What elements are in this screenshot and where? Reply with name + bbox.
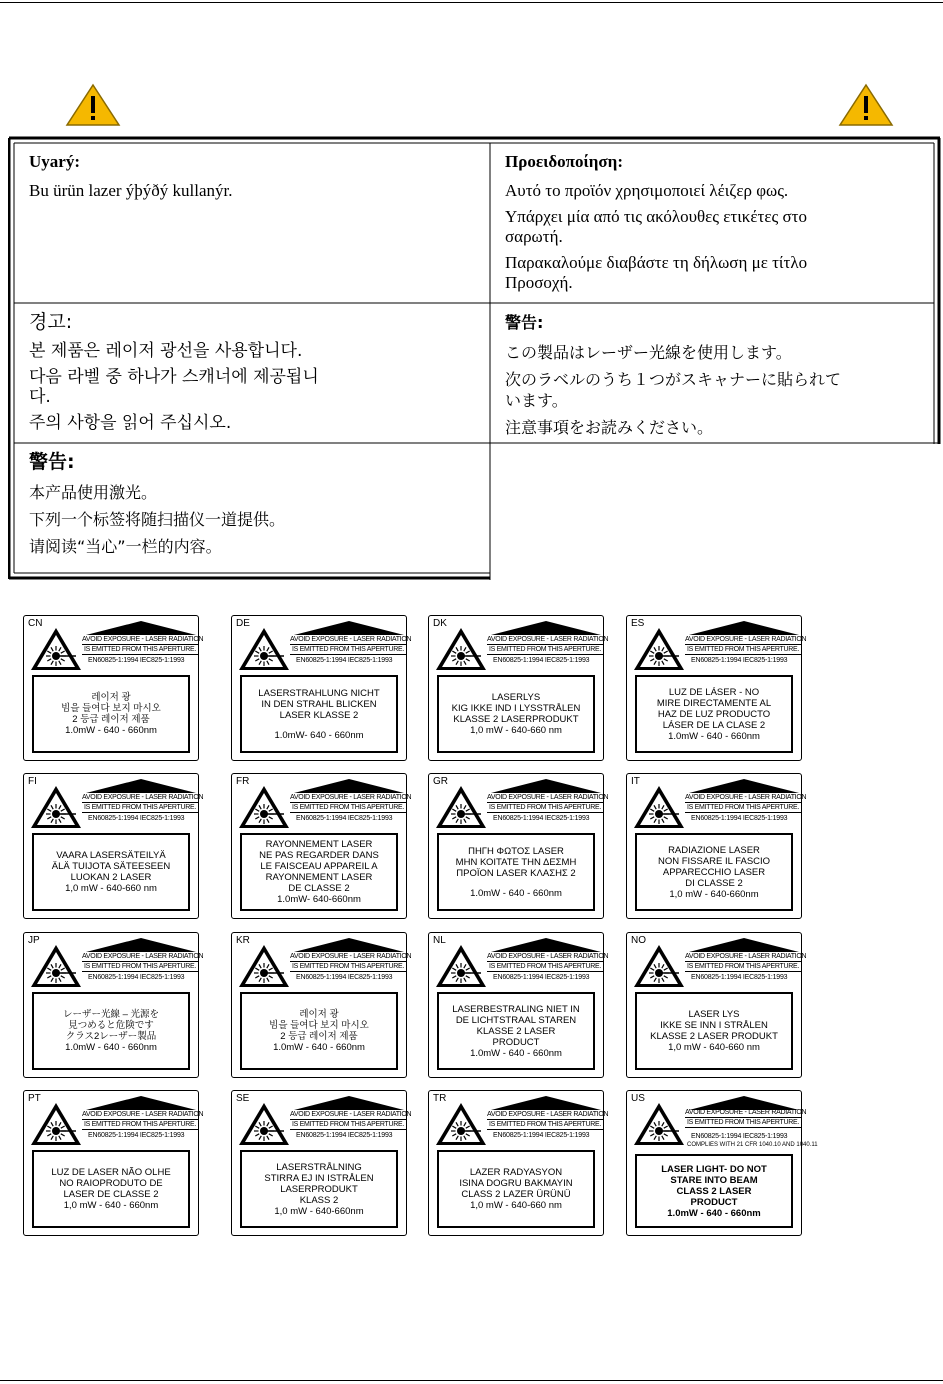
compliance-text: COMPLIES WITH 21 CFR 1040.10 AND 1040.11 — [687, 1142, 818, 1148]
label-line: LASER KLASSE 2 — [279, 709, 359, 721]
exposure-warning — [290, 952, 412, 972]
label-line: LASER DE CLASSE 2 — [63, 1189, 159, 1200]
beam-wedge-icon — [86, 779, 196, 793]
beam-wedge-icon — [491, 779, 601, 793]
label-line: MIRE DIRECTAMENTE AL — [656, 697, 772, 709]
label-text-box — [32, 992, 190, 1070]
exposure-line: IS EMITTED FROM THIS APERTURE. — [291, 804, 405, 811]
label-line: DE CLASSE 2 — [288, 883, 350, 894]
label-line: RAYONNEMENT LASER — [265, 839, 373, 850]
label-line: 1,0 mW - 640-660 nm — [65, 883, 157, 894]
label-line: クラス2レーザー製品 — [65, 1031, 157, 1042]
standard-text: EN60825-1:1994 IEC825-1:1993 — [691, 815, 788, 822]
label-line: LASER LIGHT- DO NOT — [661, 1163, 767, 1175]
exposure-line: AVOID EXPOSURE - LASER RADIATION — [487, 1111, 609, 1118]
standard-text: EN60825-1:1994 IEC825-1:1993 — [691, 657, 788, 664]
laser-label-cn — [23, 615, 204, 761]
warning-cell-japanese — [490, 303, 934, 443]
exposure-warning — [685, 635, 807, 655]
label-line: 1,0 mW - 640-660 nm — [470, 1200, 562, 1211]
laser-label-pt — [23, 1090, 204, 1236]
exposure-line: AVOID EXPOSURE - LASER RADIATION — [685, 794, 807, 801]
label-line: LASERSTRAHLUNG NICHT — [258, 687, 380, 699]
exposure-warning — [685, 1108, 807, 1128]
warning-line: 본 제품은 레이저 광선을 사용합니다. — [29, 341, 303, 361]
warning-triangle-icon — [838, 83, 894, 127]
country-code: IT — [631, 776, 640, 787]
standard-text: EN60825-1:1994 IEC825-1:1993 — [493, 1132, 590, 1139]
warning-line: 注意事項をお読みください。 — [505, 418, 714, 437]
exposure-warning — [487, 635, 609, 655]
beam-wedge-icon — [86, 1096, 196, 1110]
exposure-line: AVOID EXPOSURE - LASER RADIATION — [685, 1109, 807, 1116]
label-line: ÄLÄ TUIJOTA SÄTEESEEN — [51, 861, 171, 872]
label-line: 1,0 mW - 640-660 nm — [668, 1042, 760, 1053]
standard-text: EN60825-1:1994 IEC825-1:1993 — [691, 974, 788, 981]
country-code: KR — [236, 935, 250, 946]
exposure-line: AVOID EXPOSURE - LASER RADIATION — [487, 794, 609, 801]
laser-label-dk — [428, 615, 609, 761]
exposure-line: AVOID EXPOSURE - LASER RADIATION — [290, 953, 412, 960]
standard-text: EN60825-1:1994 IEC825-1:1993 — [88, 815, 185, 822]
label-line: NON FISSARE IL FASCIO — [657, 855, 771, 867]
label-line: ΜΗΝ ΚΟΙΤΑΤΕ ΤΗΝ ΔΕΣΜΗ — [455, 856, 577, 868]
exposure-line: IS EMITTED FROM THIS APERTURE. — [488, 963, 602, 970]
laser-hazard-icon — [30, 785, 82, 829]
country-code: FI — [28, 776, 37, 787]
laser-hazard-icon — [435, 785, 487, 829]
exposure-line: IS EMITTED FROM THIS APERTURE. — [686, 646, 800, 653]
laser-label-nl — [428, 932, 609, 1078]
exposure-line: IS EMITTED FROM THIS APERTURE. — [83, 646, 197, 653]
label-line: レーザー光線 – 光源を — [62, 1009, 160, 1020]
exposure-line: AVOID EXPOSURE - LASER RADIATION — [82, 1111, 204, 1118]
exposure-line: AVOID EXPOSURE - LASER RADIATION — [290, 1111, 412, 1118]
label-line: 빔을 들여다 보지 마시오 — [61, 703, 161, 714]
standard-text: EN60825-1:1994 IEC825-1:1993 — [88, 657, 185, 664]
laser-hazard-icon — [633, 1102, 685, 1146]
country-code: PT — [28, 1093, 41, 1104]
label-line: ΠΡΟΪΟΝ LASER ΚΛΑΣΗΣ 2 — [456, 867, 576, 879]
laser-hazard-icon — [238, 1102, 290, 1146]
label-line: 1,0 mW - 640-660nm — [669, 888, 759, 900]
label-line: APPARECCHIO LASER — [662, 866, 766, 878]
standard-text: EN60825-1:1994 IEC825-1:1993 — [296, 657, 393, 664]
label-line: LASERBESTRALING NIET IN — [452, 1003, 580, 1015]
laser-hazard-icon — [633, 944, 685, 988]
laser-label-tr — [428, 1090, 609, 1236]
label-line: LÁSER DE LA CLASE 2 — [662, 719, 766, 731]
label-line: 1.0mW - 640 - 660nm — [65, 1042, 157, 1053]
label-text-box — [32, 833, 190, 911]
warning-line: 次のラベルのうち１つがスキャナーに貼られています。 — [505, 370, 842, 410]
label-line: KLASSE 2 LASER — [476, 1025, 556, 1037]
label-line: STARE INTO BEAM — [670, 1174, 758, 1186]
warning-line: Παρακαλούμε διαβάστε τη δήλωση με τίτλο Προσοχή. — [505, 253, 808, 292]
country-code: NO — [631, 935, 646, 946]
exposure-warning — [82, 952, 204, 972]
country-code: SE — [236, 1093, 250, 1104]
exposure-line: IS EMITTED FROM THIS APERTURE. — [488, 646, 602, 653]
label-text-box — [240, 675, 398, 753]
label-line: CLASS 2 LASER — [676, 1185, 752, 1197]
exposure-line: AVOID EXPOSURE - LASER RADIATION — [82, 636, 204, 643]
label-line: LUOKAN 2 LASER — [70, 872, 152, 883]
label-text-box — [635, 992, 793, 1070]
beam-wedge-icon — [689, 621, 799, 635]
label-line: ISINA DOGRU BAKMAYIN — [459, 1178, 573, 1189]
label-line: LASER LYS — [688, 1009, 740, 1020]
warning-table — [8, 136, 941, 580]
exposure-line: IS EMITTED FROM THIS APERTURE. — [488, 1121, 602, 1128]
standard-text: EN60825-1:1994 IEC825-1:1993 — [296, 1132, 393, 1139]
standard-text: EN60825-1:1994 IEC825-1:1993 — [88, 974, 185, 981]
exposure-line: IS EMITTED FROM THIS APERTURE. — [291, 1121, 405, 1128]
warning-triangle-icon — [65, 83, 121, 127]
label-text-box — [635, 833, 793, 911]
exposure-line: IS EMITTED FROM THIS APERTURE. — [83, 804, 197, 811]
label-line: LASERSTRÅLNING — [276, 1161, 362, 1173]
exposure-warning — [82, 635, 204, 655]
warning-line: 请阅读“当心”一栏的内容。 — [29, 537, 222, 556]
label-line: 1.0mW - 640 - 660nm — [470, 887, 562, 899]
label-line: 見つめると危険です — [68, 1020, 154, 1031]
label-line: 빔을 들여다 보지 마시오 — [269, 1020, 369, 1031]
exposure-warning — [290, 1110, 412, 1130]
label-line: HAZ DE LUZ PRODUCTO — [657, 708, 771, 720]
label-line: STIRRA EJ IN ISTRÅLEN — [264, 1172, 374, 1184]
exposure-warning — [487, 1110, 609, 1130]
exposure-line: IS EMITTED FROM THIS APERTURE. — [83, 963, 197, 970]
beam-wedge-icon — [491, 938, 601, 952]
beam-wedge-icon — [689, 779, 799, 793]
country-code: TR — [433, 1093, 447, 1104]
exposure-warning — [685, 952, 807, 972]
exposure-warning — [82, 793, 204, 813]
country-code: CN — [28, 618, 43, 629]
standard-text: EN60825-1:1994 IEC825-1:1993 — [296, 974, 393, 981]
exposure-line: AVOID EXPOSURE - LASER RADIATION — [685, 953, 807, 960]
footer-rule — [0, 1380, 943, 1381]
warning-heading: 警告: — [505, 313, 544, 332]
label-line: CLASS 2 LAZER ÜRÜNÜ — [461, 1189, 571, 1200]
laser-hazard-icon — [30, 627, 82, 671]
warning-line: 주의 사항을 읽어 주십시오. — [29, 413, 232, 433]
label-line: LUZ DE LÁSER - NO — [668, 686, 760, 698]
warning-cell-chinese — [14, 443, 490, 573]
exposure-warning — [487, 952, 609, 972]
label-line: RAYONNEMENT LASER — [265, 872, 373, 883]
laser-label-it — [626, 773, 807, 919]
warning-line: Υπάρχει μία από τις ακόλουθες ετικέτες στο σαρωτή. — [505, 207, 807, 246]
exposure-warning — [290, 635, 412, 655]
laser-label-se — [231, 1090, 412, 1236]
laser-hazard-icon — [238, 627, 290, 671]
laser-hazard-icon — [30, 944, 82, 988]
exposure-line: AVOID EXPOSURE - LASER RADIATION — [685, 636, 807, 643]
country-code: NL — [433, 935, 446, 946]
label-line: 2 등급 레이저 제품 — [72, 714, 150, 725]
warning-line: この製品はレーザー光線を使用します。 — [505, 343, 792, 362]
exposure-line: AVOID EXPOSURE - LASER RADIATION — [290, 636, 412, 643]
exposure-warning — [685, 793, 807, 813]
standard-text: EN60825-1:1994 IEC825-1:1993 — [88, 1132, 185, 1139]
label-line: LASERLYS — [491, 692, 541, 703]
exposure-warning — [82, 1110, 204, 1130]
label-line: 레이저 광 — [91, 692, 131, 703]
label-text-box — [32, 1150, 190, 1228]
label-line: DE LICHTSTRAAL STAREN — [455, 1014, 577, 1026]
country-code: US — [631, 1093, 645, 1104]
standard-text: EN60825-1:1994 IEC825-1:1993 — [493, 974, 590, 981]
standard-text: EN60825-1:1994 IEC825-1:1993 — [493, 657, 590, 664]
label-line: LASERPRODUKT — [280, 1183, 358, 1195]
label-line: 1,0 mW - 640-660nm — [274, 1205, 364, 1217]
label-line: PRODUCT — [492, 1036, 540, 1048]
label-line: ΠΗΓΗ ΦΩΤΟΣ LASER — [468, 845, 564, 857]
exposure-line: AVOID EXPOSURE - LASER RADIATION — [82, 953, 204, 960]
warning-line: 下列一个标签将随扫描仪一道提供。 — [29, 510, 286, 529]
exposure-line: IS EMITTED FROM THIS APERTURE. — [83, 1121, 197, 1128]
label-line: NE PAS REGARDER DANS — [259, 850, 379, 861]
warning-heading: 경고: — [29, 311, 73, 333]
label-line: 1.0mW - 640 - 660nm — [470, 1047, 562, 1059]
label-line: LAZER RADYASYON — [469, 1167, 563, 1178]
label-line: KLASSE 2 LASERPRODUKT — [453, 714, 579, 725]
warning-heading: Προειδοποίηση: — [505, 152, 623, 171]
laser-label-fr — [231, 773, 412, 919]
beam-wedge-icon — [86, 938, 196, 952]
laser-label-jp — [23, 932, 204, 1078]
label-line: LE FAISCEAU APPAREIL A — [260, 861, 378, 872]
exposure-line: AVOID EXPOSURE - LASER RADIATION — [290, 794, 412, 801]
label-line: 1.0mW - 640 - 660nm — [668, 730, 760, 742]
label-line: 1.0mW- 640-660nm — [277, 894, 361, 905]
warning-cell-turkish — [14, 143, 490, 303]
label-line: KIG IKKE IND I LYSSTRÅLEN — [451, 703, 581, 714]
beam-wedge-icon — [294, 1096, 404, 1110]
label-line: RADIAZIONE LASER — [668, 844, 760, 856]
laser-label-es — [626, 615, 807, 761]
warning-cell-korean — [14, 303, 490, 443]
laser-hazard-icon — [238, 944, 290, 988]
warning-line: 다음 라벨 중 하나가 스캐너에 제공됩니다. — [29, 367, 319, 407]
country-code: GR — [433, 776, 448, 787]
country-code: FR — [236, 776, 250, 787]
standard-text: EN60825-1:1994 IEC825-1:1993 — [493, 815, 590, 822]
beam-wedge-icon — [294, 779, 404, 793]
laser-label-no — [626, 932, 807, 1078]
exposure-warning — [487, 793, 609, 813]
exposure-warning — [290, 793, 412, 813]
beam-wedge-icon — [689, 938, 799, 952]
label-text-box — [635, 675, 793, 753]
label-text-box — [240, 992, 398, 1070]
label-line: IN DEN STRAHL BLICKEN — [261, 698, 377, 710]
header-rule — [0, 2, 943, 3]
laser-label-gr — [428, 773, 609, 919]
exposure-line: IS EMITTED FROM THIS APERTURE. — [291, 963, 405, 970]
warning-heading: Uyarý: — [29, 152, 80, 171]
beam-wedge-icon — [86, 621, 196, 635]
label-line: 1.0mW - 640 - 660nm — [273, 1042, 365, 1053]
laser-label-kr — [231, 932, 412, 1078]
laser-label-us — [626, 1090, 818, 1236]
laser-hazard-icon — [435, 944, 487, 988]
label-line: 1.0mW - 640 - 660nm — [667, 1207, 761, 1219]
country-code: ES — [631, 618, 645, 629]
label-text-box — [32, 675, 190, 753]
exposure-line: AVOID EXPOSURE - LASER RADIATION — [82, 794, 204, 801]
warning-line: Αυτό το προϊόν χρησιμοποιεί λέιζερ φως. — [505, 181, 789, 200]
label-line: DI CLASSE 2 — [685, 877, 743, 889]
label-line: KLASS 2 — [299, 1194, 339, 1206]
label-text-box — [240, 1150, 398, 1228]
warning-line: Bu ürün lazer ýþýðý kullanýr. — [29, 181, 233, 200]
country-code: JP — [28, 935, 40, 946]
label-text-box — [635, 1154, 793, 1228]
exposure-line: AVOID EXPOSURE - LASER RADIATION — [487, 636, 609, 643]
standard-text: EN60825-1:1994 IEC825-1:1993 — [296, 815, 393, 822]
beam-wedge-icon — [294, 621, 404, 635]
laser-hazard-icon — [435, 627, 487, 671]
warning-cell-greek — [490, 143, 934, 303]
beam-wedge-icon — [491, 621, 601, 635]
laser-label-de — [231, 615, 412, 761]
warning-line: 本产品使用激光。 — [29, 483, 158, 502]
label-line: IKKE SE INN I STRÅLEN — [660, 1020, 768, 1031]
label-text-box — [437, 992, 595, 1070]
label-text-box — [240, 833, 398, 911]
label-text-box — [437, 1150, 595, 1228]
label-line: 1.0mW - 640 - 660nm — [65, 725, 157, 736]
warning-heading: 警告: — [29, 451, 75, 473]
laser-hazard-icon — [633, 627, 685, 671]
exposure-line: IS EMITTED FROM THIS APERTURE. — [488, 804, 602, 811]
label-line: 레이저 광 — [299, 1009, 339, 1020]
label-line: 1.0mW- 640 - 660nm — [274, 729, 364, 741]
label-text-box — [437, 833, 595, 911]
exposure-line: IS EMITTED FROM THIS APERTURE. — [686, 804, 800, 811]
label-line: PRODUCT — [690, 1196, 738, 1208]
country-code: DK — [433, 618, 447, 629]
country-code: DE — [236, 618, 250, 629]
label-line: LUZ DE LASER NÃO OLHE — [51, 1167, 171, 1178]
laser-hazard-icon — [238, 785, 290, 829]
laser-hazard-icon — [435, 1102, 487, 1146]
laser-label-fi — [23, 773, 204, 919]
exposure-line: IS EMITTED FROM THIS APERTURE. — [686, 963, 800, 970]
label-line: 1,0 mW - 640-660 nm — [470, 725, 562, 736]
beam-wedge-icon — [491, 1096, 601, 1110]
laser-hazard-icon — [30, 1102, 82, 1146]
label-text-box — [437, 675, 595, 753]
standard-text: EN60825-1:1994 IEC825-1:1993 — [691, 1133, 788, 1140]
exposure-line: AVOID EXPOSURE - LASER RADIATION — [487, 953, 609, 960]
label-line: NO RAIOPRODUTO DE — [59, 1178, 163, 1189]
laser-hazard-icon — [633, 785, 685, 829]
exposure-line: IS EMITTED FROM THIS APERTURE. — [686, 1119, 800, 1126]
exposure-line: IS EMITTED FROM THIS APERTURE. — [291, 646, 405, 653]
beam-wedge-icon — [294, 938, 404, 952]
label-line: 1,0 mW - 640 - 660nm — [63, 1200, 159, 1211]
label-line: 2 등급 레이저 제품 — [280, 1031, 358, 1042]
label-line: KLASSE 2 LASER PRODUKT — [650, 1031, 778, 1042]
label-line: VAARA LASERSÄTEILYÄ — [56, 850, 166, 861]
